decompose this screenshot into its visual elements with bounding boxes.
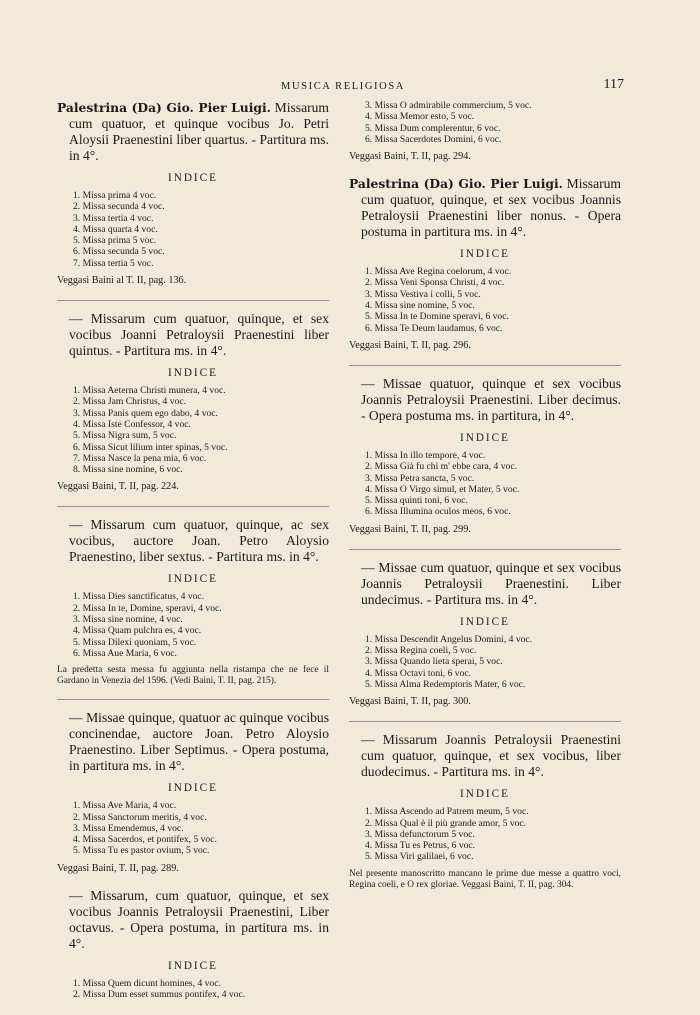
mass-list bbox=[349, 266, 621, 334]
mass-item: 5. Missa prima 5 voc. bbox=[73, 235, 157, 247]
reference: Veggasi Baini, T. II, pag. 289. bbox=[57, 862, 179, 874]
mass-item: 2. Missa Regina coeli, 5 voc. bbox=[365, 645, 477, 657]
mass-item: 2. Missa Già fu chi m' ebbe cara, 4 voc. bbox=[365, 461, 517, 473]
mass-item: 5. Missa Nigra sum, 5 voc. bbox=[73, 430, 177, 442]
mass-item: 1. Missa Ave Maria, 4 voc. bbox=[73, 800, 177, 812]
running-title: MUSICA RELIGIOSA bbox=[281, 81, 405, 92]
entry-liber-duodecimus bbox=[349, 732, 621, 890]
reference: Veggasi Baini, T. II, pag. 299. bbox=[349, 523, 471, 535]
mass-item: 1. Missa prima 4 voc. bbox=[73, 190, 157, 201]
mass-list bbox=[349, 450, 621, 518]
mass-item: 1. Missa In illo tempore, 4 voc. bbox=[365, 449, 486, 461]
mass-item: 4. Missa O Virgo simul, et Mater, 5 voc. bbox=[365, 483, 520, 495]
mass-item: 5. Missa Tu es pastor ovium, 5 voc. bbox=[73, 845, 210, 857]
reference: Veggasi Baini, T. II, pag. 300. bbox=[349, 696, 471, 708]
entry-title: Missarum cum quatuor, quinque, et sex vocibus Joannis Petraloysii Praenestini liber nonus. - Opera postuma in partitura ms. in 4°. bbox=[361, 176, 621, 240]
mass-item: 4. Missa Sacerdos, et pontifex, 5 voc. bbox=[73, 834, 217, 846]
entry-liber-sextus bbox=[57, 517, 329, 687]
indice-heading: INDICE bbox=[168, 573, 218, 586]
entry-liber-quintus bbox=[57, 311, 329, 492]
mass-item: 1. Missa Aeterna Christi munera, 4 voc. bbox=[73, 385, 226, 397]
mass-item: 2. Missa Qual è il più grande amor, 5 voc. bbox=[365, 817, 527, 829]
divider bbox=[57, 506, 329, 507]
mass-item: 3. Missa sine nomine, 4 voc. bbox=[73, 614, 183, 626]
mass-item: 6. Missa Sicut lilium inter spinas, 5 voc. bbox=[73, 441, 228, 453]
entry-title: — Missarum, cum quatuor, quinque, et sex vocibus Joannis Petraloysii Praenestini, Liber octavus. - Opera postuma, in partitura ms. in 4°. bbox=[69, 887, 329, 951]
mass-item: 2. Missa Sanctorum meritis, 4 voc. bbox=[73, 811, 207, 823]
mass-item: 6. Missa secunda 5 voc. bbox=[73, 246, 165, 258]
indice-heading: INDICE bbox=[460, 615, 510, 628]
mass-item: 6. Missa Te Deum laudamus, 6 voc. bbox=[365, 322, 503, 334]
indice-heading: INDICE bbox=[460, 788, 510, 801]
entry-liber-octavus bbox=[57, 888, 329, 1001]
mass-item: 7. Missa tertia 5 voc. bbox=[73, 257, 154, 269]
mass-item: 4. Missa quarta 4 voc. bbox=[73, 223, 158, 235]
mass-list bbox=[349, 100, 621, 145]
entry-title: — Missae quinque, quatuor ac quinque vocibus concinendae, auctore Joan. Petro Aloysio Praenestino. Liber Septimus. - Opera postuma, in partitura ms. in 4°. bbox=[69, 710, 329, 774]
mass-item: 3. Missa Petra sancta, 5 voc. bbox=[365, 472, 475, 484]
entry-title: Missarum cum quatuor, et quinque vocibus Jo. Petri Aloysii Praenestini liber quartus. - Partitura ms. in 4°. bbox=[69, 100, 329, 163]
reference: Veggasi Baini, T. II, pag. 294. bbox=[349, 151, 471, 163]
divider bbox=[57, 300, 329, 301]
entry-author: Palestrina (Da) Gio. Pier Luigi. bbox=[57, 100, 271, 115]
footnote: Nel presente manoscritto mancano le prime due messe a quattro voci, Regina coeli, e O rex gloriae. Veggasi Baini, T. II, pag. 304. bbox=[349, 868, 621, 890]
mass-list bbox=[57, 978, 329, 1001]
mass-item: 3. Missa Quando lieta sperai, 5 voc. bbox=[365, 656, 503, 668]
mass-item: 2. Missa secunda 4 voc. bbox=[73, 201, 165, 213]
mass-item: 6. Missa Aue Maria, 6 voc. bbox=[73, 647, 177, 659]
mass-item: 4. Missa Iste Confessor, 4 voc. bbox=[73, 418, 191, 430]
reference: Veggasi Baini al T. II, pag. 136. bbox=[57, 275, 187, 287]
mass-item: 2. Missa Veni Sponsa Christi, 4 voc. bbox=[365, 277, 505, 289]
entry-title: — Missarum cum quatuor, quinque, ac sex vocibus, auctore Joan. Petro Aloysio Praenestino, liber sextus. - Partitura ms. in 4°. bbox=[69, 517, 329, 565]
right-column bbox=[349, 100, 621, 903]
mass-item: 7. Missa Nasce la pena mia, 6 voc. bbox=[73, 452, 207, 464]
entry-title: — Missae cum quatuor, quinque et sex vocibus Joannis Petraloysii Praenestini. Liber undecimus. - Partitura ms. in 4°. bbox=[361, 559, 621, 607]
mass-item: 3. Missa Emendemus, 4 voc. bbox=[73, 822, 184, 834]
mass-item: 1. Missa Dies sanctificatus, 4 voc. bbox=[73, 591, 205, 603]
entry-title: — Missarum cum quatuor, quinque, et sex vocibus Joanni Petraloysii Praenestini liber quintus. - Partitura ms. in 4°. bbox=[69, 311, 329, 359]
mass-item: 5. Missa Alma Redemptoris Mater, 6 voc. bbox=[365, 678, 526, 690]
mass-item: 5. Missa Viri galilaei, 6 voc. bbox=[365, 851, 474, 863]
running-header bbox=[62, 77, 624, 97]
mass-item: 4. Missa Memor esto, 5 voc. bbox=[365, 111, 475, 123]
divider bbox=[349, 549, 621, 550]
mass-item: 3. Missa Panis quem ego dabo, 4 voc. bbox=[73, 407, 218, 419]
mass-list bbox=[57, 591, 329, 659]
mass-item: 5. Missa Dilexi quoniam, 5 voc. bbox=[73, 636, 197, 648]
mass-list bbox=[57, 190, 329, 269]
indice-heading: INDICE bbox=[460, 248, 510, 261]
entry-liber-septimus bbox=[57, 710, 329, 873]
divider bbox=[57, 699, 329, 700]
mass-item: 3. Missa defunctorum 5 voc. bbox=[365, 828, 475, 840]
mass-list bbox=[57, 800, 329, 856]
entry-liber-nonus bbox=[349, 176, 621, 351]
mass-list bbox=[349, 634, 621, 690]
mass-item: 2. Missa Jam Christus, 4 voc. bbox=[73, 396, 186, 408]
mass-list bbox=[349, 806, 621, 862]
reference: Veggasi Baini, T. II, pag. 224. bbox=[57, 481, 179, 493]
entry-title: — Missae quatuor, quinque et sex vocibus Joannis Petraloysii Praenestini. Liber decimus. - Opera postuma ms. in partitura, in 4°. bbox=[361, 375, 621, 423]
mass-list bbox=[57, 385, 329, 475]
indice-heading: INDICE bbox=[460, 431, 510, 444]
entry-liber-quartus bbox=[57, 100, 329, 286]
mass-item: 2. Missa In te, Domine, speravi, 4 voc. bbox=[73, 602, 222, 614]
mass-item: 1. Missa Quem dicunt homines, 4 voc. bbox=[73, 977, 221, 989]
mass-item: 1. Missa Ascendo ad Patrem meum, 5 voc. bbox=[365, 806, 529, 818]
mass-item: 5. Missa quinti toni, 6 voc. bbox=[365, 495, 468, 507]
mass-item: 6. Missa Sacerdotes Domini, 6 voc. bbox=[365, 133, 502, 145]
mass-item: 8. Missa sine nomine, 6 voc. bbox=[73, 464, 183, 476]
page-number: 117 bbox=[603, 77, 624, 92]
mass-item: 4. Missa Octavi toni, 6 voc. bbox=[365, 667, 472, 679]
entry-title: — Missarum Joannis Petraloysii Praenestini cum quatuor, quinque, et sex vocibus, liber duodecimus. - Partitura ms. in 4°. bbox=[361, 732, 621, 780]
mass-item: 5. Missa In te Domine speravi, 6 voc. bbox=[365, 311, 509, 323]
divider bbox=[349, 721, 621, 722]
indice-heading: INDICE bbox=[168, 782, 218, 795]
mass-item: 1. Missa Descendit Angelus Domini, 4 voc. bbox=[365, 633, 533, 645]
mass-item: 6. Missa Illumina oculos meos, 6 voc. bbox=[365, 506, 511, 518]
mass-item: 5. Missa Dum complerentur, 6 voc. bbox=[365, 122, 501, 134]
reference: Veggasi Baini, T. II, pag. 296. bbox=[349, 339, 471, 351]
mass-item: 4. Missa sine nomine, 5 voc. bbox=[365, 300, 475, 312]
mass-item: 4. Missa Quam pulchra es, 4 voc. bbox=[73, 625, 202, 637]
mass-item: 4. Missa Tu es Petrus, 6 voc. bbox=[365, 840, 476, 852]
left-column bbox=[57, 100, 329, 1012]
mass-item: 2. Missa Dum esset summus pontifex, 4 voc. bbox=[73, 989, 246, 1001]
entry-author: Palestrina (Da) Gio. Pier Luigi. bbox=[349, 176, 563, 192]
mass-item: 1. Missa Ave Regina coelorum, 4 voc. bbox=[365, 266, 512, 278]
footnote: La predetta sesta messa fu aggiunta nella ristampa che ne fece il Gardano in Venezia del 1596. (Vedi Baini, T. II, pag. 215). bbox=[57, 665, 329, 687]
mass-item: 3. Missa O admirabile commercium, 5 voc. bbox=[365, 100, 532, 111]
indice-heading: INDICE bbox=[168, 172, 218, 184]
mass-item: 3. Missa tertia 4 voc. bbox=[73, 212, 154, 224]
indice-heading: INDICE bbox=[168, 367, 218, 380]
divider bbox=[349, 365, 621, 366]
mass-item: 3. Missa Vestiva i colli, 5 voc. bbox=[365, 288, 481, 300]
entry-liber-undecimus bbox=[349, 560, 621, 707]
entry-liber-decimus bbox=[349, 376, 621, 535]
indice-heading: INDICE bbox=[168, 959, 218, 972]
